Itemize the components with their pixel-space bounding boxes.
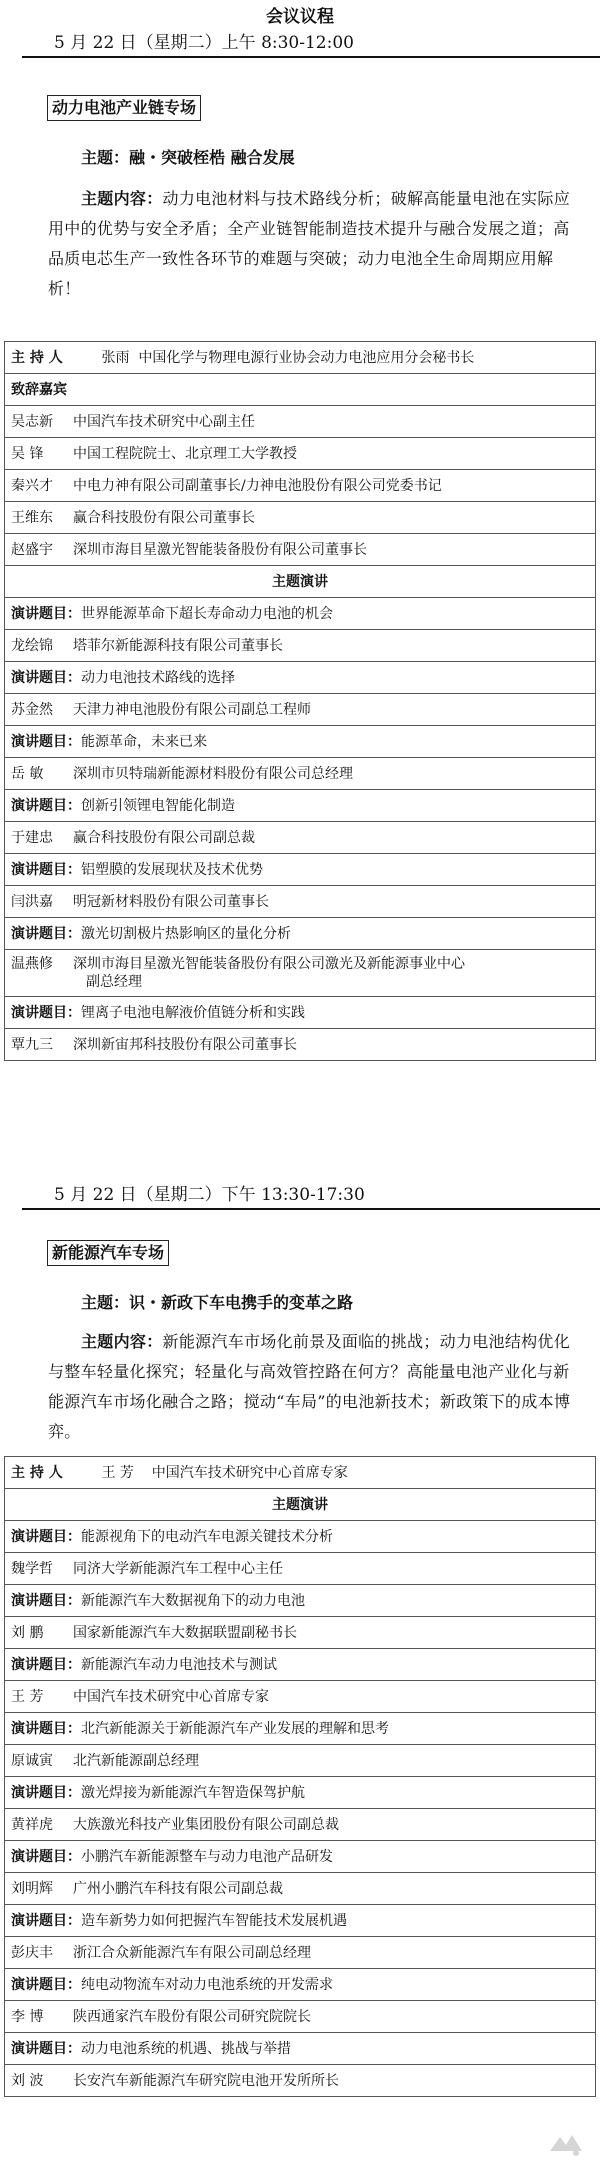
guest-name: 赵盛宇: [11, 541, 53, 558]
speaker-affiliation: 长安汽车新能源汽车研究院电池开发所所长: [73, 2072, 339, 2089]
page-title: 会议议程: [266, 7, 334, 27]
talk-prefix: 演讲题目：: [11, 861, 81, 878]
guest-name: 王维东: [11, 509, 53, 526]
summary-label: 主题内容：: [81, 189, 163, 208]
talks-label: 主题演讲: [5, 566, 596, 598]
speaker-name: 李 博: [11, 2008, 44, 2025]
talk-speaker-row: [5, 1617, 596, 1649]
talk-speaker-row: [5, 2065, 596, 2097]
talk-topic-row: [5, 1521, 596, 1553]
talk-topic-row: [5, 854, 596, 886]
speaker-name: 刘明辉: [11, 1880, 53, 1897]
host-name: 张雨: [101, 349, 130, 366]
agenda-table-morning: [4, 341, 596, 1061]
talk-topic-row: [5, 1713, 596, 1745]
talk-topic: 动力电池系统的机遇、挑战与举措: [81, 2040, 291, 2057]
host-row: [5, 342, 596, 374]
host-row: [5, 1457, 596, 1489]
speaker-name: 岳 敏: [11, 765, 44, 782]
speaker-affiliation-cont: 副总经理: [86, 974, 142, 990]
talk-speaker-row: [5, 1029, 596, 1061]
speaker-name: 于建忠: [11, 829, 53, 846]
talk-prefix: 演讲题目：: [11, 1528, 81, 1545]
speaker-affiliation: 陕西通家汽车股份有限公司研究院院长: [73, 2008, 311, 2025]
talk-topic: 新能源汽车大数据视角下的动力电池: [81, 1592, 305, 1609]
guest-row: [5, 470, 596, 502]
talk-topic-row: [5, 1905, 596, 1937]
guests-header-row: [5, 374, 596, 406]
speaker-name: 闫洪嘉: [11, 893, 53, 910]
talk-prefix: 演讲题目：: [11, 1784, 81, 1801]
guest-row: [5, 438, 596, 470]
speaker-name: 魏学哲: [11, 1560, 53, 1577]
talk-topic: 激光切割极片热影响区的量化分析: [81, 925, 291, 942]
summary-text: 动力电池材料与技术路线分析；破解高能量电池在实际应用中的优势与安全矛盾；全产业链智能制造技术提升与融合发展之道；高品质电芯生产一致性各环节的难题与突破；动力电池全生命周期应用解析！: [48, 189, 571, 298]
guest-name: 吴志新: [11, 413, 53, 430]
talks-label: 主题演讲: [5, 1489, 596, 1521]
guest-title: 中国汽车技术研究中心副主任: [73, 413, 255, 430]
summary-label: 主题内容：: [81, 1332, 163, 1351]
talk-speaker-row: [5, 886, 596, 918]
speaker-name: 彭庆丰: [11, 1944, 53, 1961]
guests-label: 致辞嘉宾: [5, 374, 596, 406]
speaker-affiliation: 深圳市海目星激光智能装备股份有限公司激光及新能源事业中心: [73, 956, 465, 972]
speaker-affiliation: 塔菲尔新能源科技有限公司董事长: [73, 637, 283, 654]
speaker-name: 黄祥虎: [11, 1816, 53, 1833]
guest-title: 深圳市海目星激光智能装备股份有限公司董事长: [73, 541, 367, 558]
talk-speaker-row: [5, 694, 596, 726]
speaker-affiliation: 北汽新能源副总经理: [73, 1752, 199, 1769]
talk-speaker-row: [5, 1553, 596, 1585]
talk-topic-row: [5, 726, 596, 758]
speaker-affiliation: 浙江合众新能源汽车有限公司副总经理: [73, 1944, 311, 1961]
talk-topic-row: [5, 1969, 596, 2001]
talk-topic: 纯电动物流车对动力电池系统的开发需求: [81, 1976, 333, 1993]
talk-speaker-row: [5, 630, 596, 662]
talk-topic: 激光焊接为新能源汽车智造保驾护航: [81, 1784, 305, 1801]
talk-topic: 铝塑膜的发展现状及技术优势: [81, 861, 263, 878]
talk-prefix: 演讲题目：: [11, 1656, 81, 1673]
talks-header-row: [5, 566, 596, 598]
talk-prefix: 演讲题目：: [11, 1912, 81, 1929]
talk-speaker-row: [5, 1809, 596, 1841]
agenda-table-afternoon: [4, 1456, 596, 2097]
talk-speaker-row: [5, 822, 596, 854]
guest-row: [5, 406, 596, 438]
talk-prefix: 演讲题目：: [11, 1720, 81, 1737]
talk-prefix: 演讲题目：: [11, 1976, 81, 1993]
session-header-afternoon: 5 月 22 日（星期二）下午 13:30-17:30: [22, 1182, 600, 1210]
talk-speaker-row: [5, 1873, 596, 1905]
track-title-nev: 新能源汽车专场: [47, 1240, 169, 1266]
talk-topic-row: [5, 598, 596, 630]
talk-prefix: 演讲题目：: [11, 1848, 81, 1865]
speaker-name: 刘 鹏: [11, 1624, 44, 1641]
talk-speaker-row: [5, 2001, 596, 2033]
talk-topic: 创新引领锂电智能化制造: [81, 797, 235, 814]
speaker-affiliation: 天津力神电池股份有限公司副总工程师: [73, 701, 311, 718]
guest-name: 秦兴才: [11, 477, 53, 494]
speaker-affiliation: 同济大学新能源汽车工程中心主任: [73, 1560, 283, 1577]
talk-topic-row: [5, 790, 596, 822]
talk-topic: 能源视角下的电动汽车电源关键技术分析: [81, 1528, 333, 1545]
session-header-morning: 5 月 22 日（星期二）上午 8:30-12:00: [22, 30, 600, 58]
host-label: 主 持 人: [11, 349, 63, 366]
talk-prefix: 演讲题目：: [11, 2040, 81, 2057]
track-title-power-battery: 动力电池产业链专场: [47, 95, 201, 121]
guest-title: 赢合科技股份有限公司董事长: [73, 509, 255, 526]
session-summary: [48, 1327, 585, 1447]
speaker-name: 温燕修: [11, 956, 53, 972]
speaker-name: 苏金然: [11, 701, 53, 718]
talk-topic: 锂离子电池电解液价值链分析和实践: [81, 1004, 305, 1021]
talk-speaker-row: [5, 950, 596, 997]
talk-prefix: 演讲题目：: [11, 925, 81, 942]
talk-prefix: 演讲题目：: [11, 797, 81, 814]
talk-topic-row: [5, 1777, 596, 1809]
watermark-logo-icon: [546, 2129, 586, 2159]
talk-topic-row: [5, 662, 596, 694]
talk-speaker-row: [5, 758, 596, 790]
speaker-affiliation: 赢合科技股份有限公司副总裁: [73, 829, 255, 846]
host-label: 主 持 人: [11, 1464, 63, 1481]
speaker-affiliation: 明冠新材料股份有限公司董事长: [73, 893, 269, 910]
talk-topic: 北汽新能源关于新能源汽车产业发展的理解和思考: [81, 1720, 389, 1737]
talk-prefix: 演讲题目：: [11, 1592, 81, 1609]
talk-topic: 造车新势力如何把握汽车智能技术发展机遇: [81, 1912, 347, 1929]
guest-row: [5, 534, 596, 566]
talk-speaker-row: [5, 1681, 596, 1713]
talk-topic: 小鹏汽车新能源整车与动力电池产品研发: [81, 1848, 333, 1865]
speaker-name: 王 芳: [11, 1688, 44, 1705]
summary-text: 新能源汽车市场化前景及面临的挑战；动力电池结构优化与整车轻量化探究；轻量化与高效管控路在何方？高能量电池产业化与新能源汽车市场化融合之路；搅动“车局”的电池新技术；新政策下的成本博弈。: [48, 1332, 571, 1441]
talk-prefix: 演讲题目：: [11, 605, 81, 622]
talk-topic: 动力电池技术路线的选择: [81, 669, 235, 686]
talk-topic: 能源革命，未来已来: [81, 733, 207, 750]
speaker-affiliation: 深圳新宙邦科技股份有限公司董事长: [73, 1036, 297, 1053]
speaker-affiliation: 国家新能源汽车大数据联盟副秘书长: [73, 1624, 297, 1641]
speaker-name: 刘 波: [11, 2072, 44, 2089]
guest-title: 中国工程院院士、北京理工大学教授: [73, 445, 297, 462]
talk-topic-row: [5, 1841, 596, 1873]
session-theme: 主题：识・新政下车电携手的变革之路: [81, 1293, 354, 1312]
talk-topic-row: [5, 918, 596, 950]
talks-header-row: [5, 1489, 596, 1521]
talk-speaker-row: [5, 1937, 596, 1969]
guest-row: [5, 502, 596, 534]
guest-name: 吴 锋: [11, 445, 44, 462]
talk-speaker-row: [5, 1745, 596, 1777]
speaker-affiliation: 广州小鹏汽车科技有限公司副总裁: [73, 1880, 283, 1897]
talk-topic-row: [5, 997, 596, 1029]
talk-prefix: 演讲题目：: [11, 669, 81, 686]
talk-topic-row: [5, 1585, 596, 1617]
talk-topic-row: [5, 1649, 596, 1681]
speaker-affiliation: 深圳市贝特瑞新能源材料股份有限公司总经理: [73, 765, 353, 782]
guest-title: 中电力神有限公司副董事长/力神电池股份有限公司党委书记: [73, 477, 442, 494]
session-summary: [48, 184, 585, 304]
host-name: 王 芳: [101, 1464, 134, 1481]
talk-topic: 世界能源革命下超长寿命动力电池的机会: [81, 605, 333, 622]
speaker-name: 覃九三: [11, 1036, 53, 1053]
talk-topic-row: [5, 2033, 596, 2065]
talk-topic: 新能源汽车动力电池技术与测试: [81, 1656, 277, 1673]
session-theme: 主题：融・突破桎梏 融合发展: [81, 148, 295, 167]
speaker-affiliation: 中国汽车技术研究中心首席专家: [73, 1688, 269, 1705]
speaker-name: 龙绘锦: [11, 637, 53, 654]
host-title: 中国化学与物理电源行业协会动力电池应用分会秘书长: [138, 349, 475, 366]
talk-prefix: 演讲题目：: [11, 733, 81, 750]
speaker-name: 原诚寅: [11, 1752, 53, 1769]
host-title: 中国汽车技术研究中心首席专家: [151, 1464, 348, 1481]
talk-prefix: 演讲题目：: [11, 1004, 81, 1021]
speaker-affiliation: 大族激光科技产业集团股份有限公司副总裁: [73, 1816, 339, 1833]
